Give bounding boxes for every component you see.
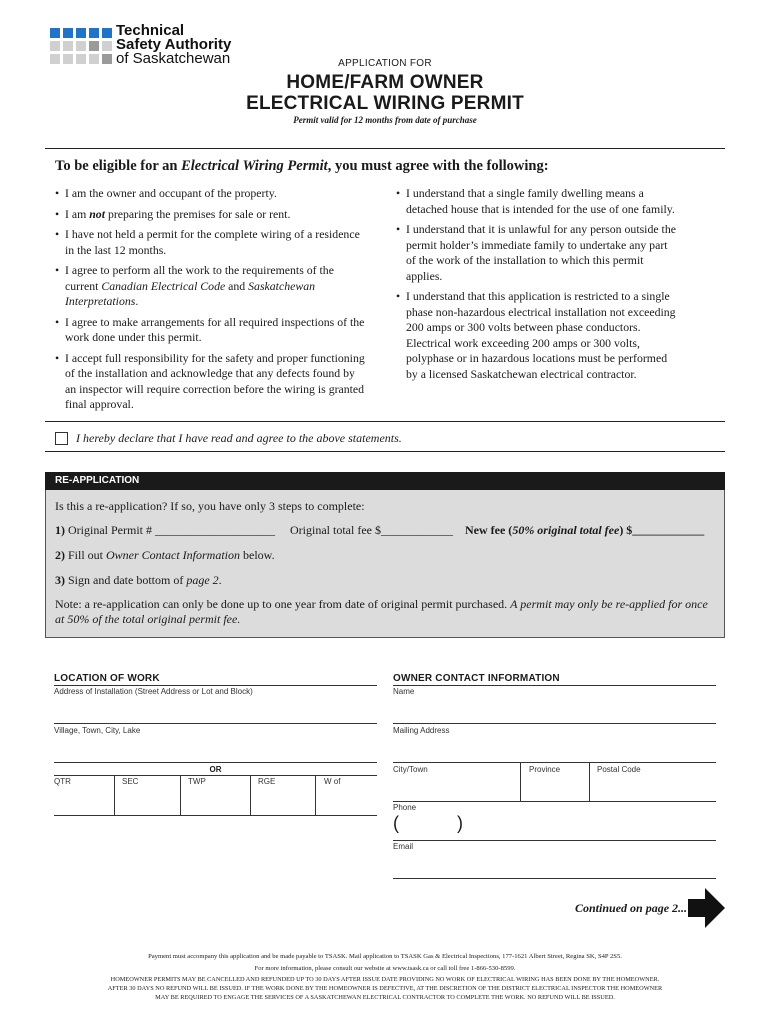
continued-label: Continued on page 2...	[575, 901, 688, 915]
footer-refund-3: MAY BE REQUIRED TO ENGAGE THE SERVICES OF A SASKATCHEWAN ELECTRICAL CONTRACTOR TO COMPLETE THE WORK. NO REFUND WILL BE ISSUED.	[155, 994, 615, 1001]
form-title-line2: ELECTRICAL WIRING PERMIT	[246, 93, 524, 114]
divider	[54, 685, 377, 686]
footer-refund-1: HOMEOWNER PERMITS MAY BE CANCELLED AND REFUNDED UP TO 30 DAYS AFTER ISSUE DATE PROVIDING NO WORK OF ELECTRICAL WIRING HAS BEEN DONE BY THE HOMEOWNER.	[110, 976, 660, 983]
list-item: • I understand that a single family dwelling means a detached house that is intended for the use of one family.	[396, 186, 676, 217]
phone-label: Phone	[393, 803, 417, 812]
original-fee-field[interactable]: Original total fee $____________	[290, 523, 453, 537]
reapplication-question: Is this a re-application? If so, you have only 3 steps to complete:	[55, 499, 365, 513]
rge-label: RGE	[258, 777, 276, 786]
list-item: • I understand that this application is restricted to a single phase non-hazardous electrical installation not exceeding 200 amps or 300 volts between phase conductors. Electrical work exceeding 200 amps or 300 volts, polyphase or in hazardous locations must be performed by a licensed Saskatchewan electrical contractor.	[396, 289, 676, 382]
village-input[interactable]	[54, 762, 377, 763]
list-item: • I accept full responsibility for the safety and proper functioning of the installation and acknowledge that any defects found by an inspector will require correction before the wiring is granted final approval.	[55, 351, 365, 413]
divider	[114, 775, 115, 815]
eligibility-right-list	[396, 186, 676, 387]
form-title-line1: HOME/FARM OWNER	[286, 72, 484, 93]
phone-area-open: (	[393, 813, 399, 833]
divider	[45, 148, 725, 149]
divider	[54, 775, 377, 776]
city-label: City/Town	[393, 765, 428, 774]
reapplication-header: RE-APPLICATION	[45, 472, 725, 490]
footer-refund-2: AFTER 30 DAYS NO REFUND WILL BE ISSUED. IF THE WORK DONE BY THE HOMEOWNER IS DEFECTIVE, AT THE DISCRETION OF THE DISTRICT ELECTRICAL INSPECTOR THE HOMEOWNER	[107, 985, 663, 992]
list-item: • I am not preparing the premises for sale or rent.	[55, 207, 365, 223]
declaration	[55, 431, 402, 446]
reapplication-step3: 3) Sign and date bottom of page 2.	[55, 573, 222, 587]
reapplication-step1: 1) Original Permit # ____________________	[55, 523, 275, 537]
name-label: Name	[393, 687, 415, 696]
footer-info: For more information, please consult our website at www.tsask.ca or call toll free 1-866-530-8599.	[254, 965, 516, 972]
declaration-text: I hereby declare that I have read and agree to the above statements.	[76, 431, 402, 445]
address-input[interactable]	[54, 723, 377, 724]
mailing-label: Mailing Address	[393, 726, 450, 735]
sec-label: SEC	[122, 777, 139, 786]
list-item: • I am the owner and occupant of the property.	[55, 186, 365, 202]
original-permit-field[interactable]: Original Permit # ____________________	[68, 523, 275, 537]
mailing-input[interactable]	[393, 762, 716, 763]
declaration-checkbox[interactable]	[55, 432, 68, 445]
divider	[393, 685, 716, 686]
twp-label: TWP	[188, 777, 206, 786]
reapplication-note: Note: a re-application can only be done up to one year from date of original permit purchased. A permit may only be re-applied for once at 50% of the total original permit fee.	[55, 597, 708, 626]
validity-note: Permit valid for 12 months from date of purchase	[293, 115, 477, 125]
location-title: LOCATION OF WORK	[54, 673, 160, 684]
divider	[589, 762, 590, 802]
owner-title: OWNER CONTACT INFORMATION	[393, 673, 560, 684]
divider	[45, 421, 725, 422]
qtr-label: QTR	[54, 777, 71, 786]
list-item: • I understand that it is unlawful for any person outside the permit holder’s immediate family to undertake any part of the work of the installation to which this permit applies.	[396, 222, 676, 284]
name-input[interactable]	[393, 723, 716, 724]
new-fee-field[interactable]: New fee (50% original total fee) $____________	[465, 523, 705, 537]
or-label: OR	[209, 765, 222, 774]
divider	[520, 762, 521, 802]
arrow-right-icon	[688, 888, 726, 928]
eligibility-left-list	[55, 186, 365, 418]
list-item: • I have not held a permit for the complete wiring of a residence in the last 12 months.	[55, 227, 365, 258]
eligibility-heading: To be eligible for an Electrical Wiring Permit, you must agree with the following:	[55, 158, 549, 174]
village-label: Village, Town, City, Lake	[54, 726, 141, 735]
divider	[315, 775, 316, 815]
w-of-label: W of	[324, 777, 341, 786]
reapplication-step2: 2) Fill out Owner Contact Information below.	[55, 548, 275, 562]
province-label: Province	[529, 765, 561, 774]
list-item: • I agree to make arrangements for all required inspections of the work done under this permit.	[55, 315, 365, 346]
list-item: • I agree to perform all the work to the requirements of the current Canadian Electrical Code and Saskatchewan Interpretations.	[55, 263, 365, 310]
email-input[interactable]	[393, 878, 716, 879]
phone-input[interactable]	[393, 840, 716, 841]
logo-text: Technical Safety Authority of Saskatchewan	[116, 22, 232, 67]
divider	[45, 451, 725, 452]
city-province-postal-input[interactable]	[393, 801, 716, 802]
legal-land-input[interactable]	[54, 815, 377, 816]
phone-area-close: )	[457, 813, 463, 833]
divider	[250, 775, 251, 815]
footer-payment: Payment must accompany this application and be made payable to TSASK. Mail application to TSASK Gas & Electrical Inspections, 177-1621 Albert Street, Regina SK, S4P 2S5.	[148, 953, 622, 960]
address-label: Address of Installation (Street Address or Lot and Block)	[54, 687, 253, 696]
divider	[180, 775, 181, 815]
application-for-label: APPLICATION FOR	[338, 58, 432, 69]
postal-label: Postal Code	[597, 765, 641, 774]
email-label: Email	[393, 842, 414, 851]
